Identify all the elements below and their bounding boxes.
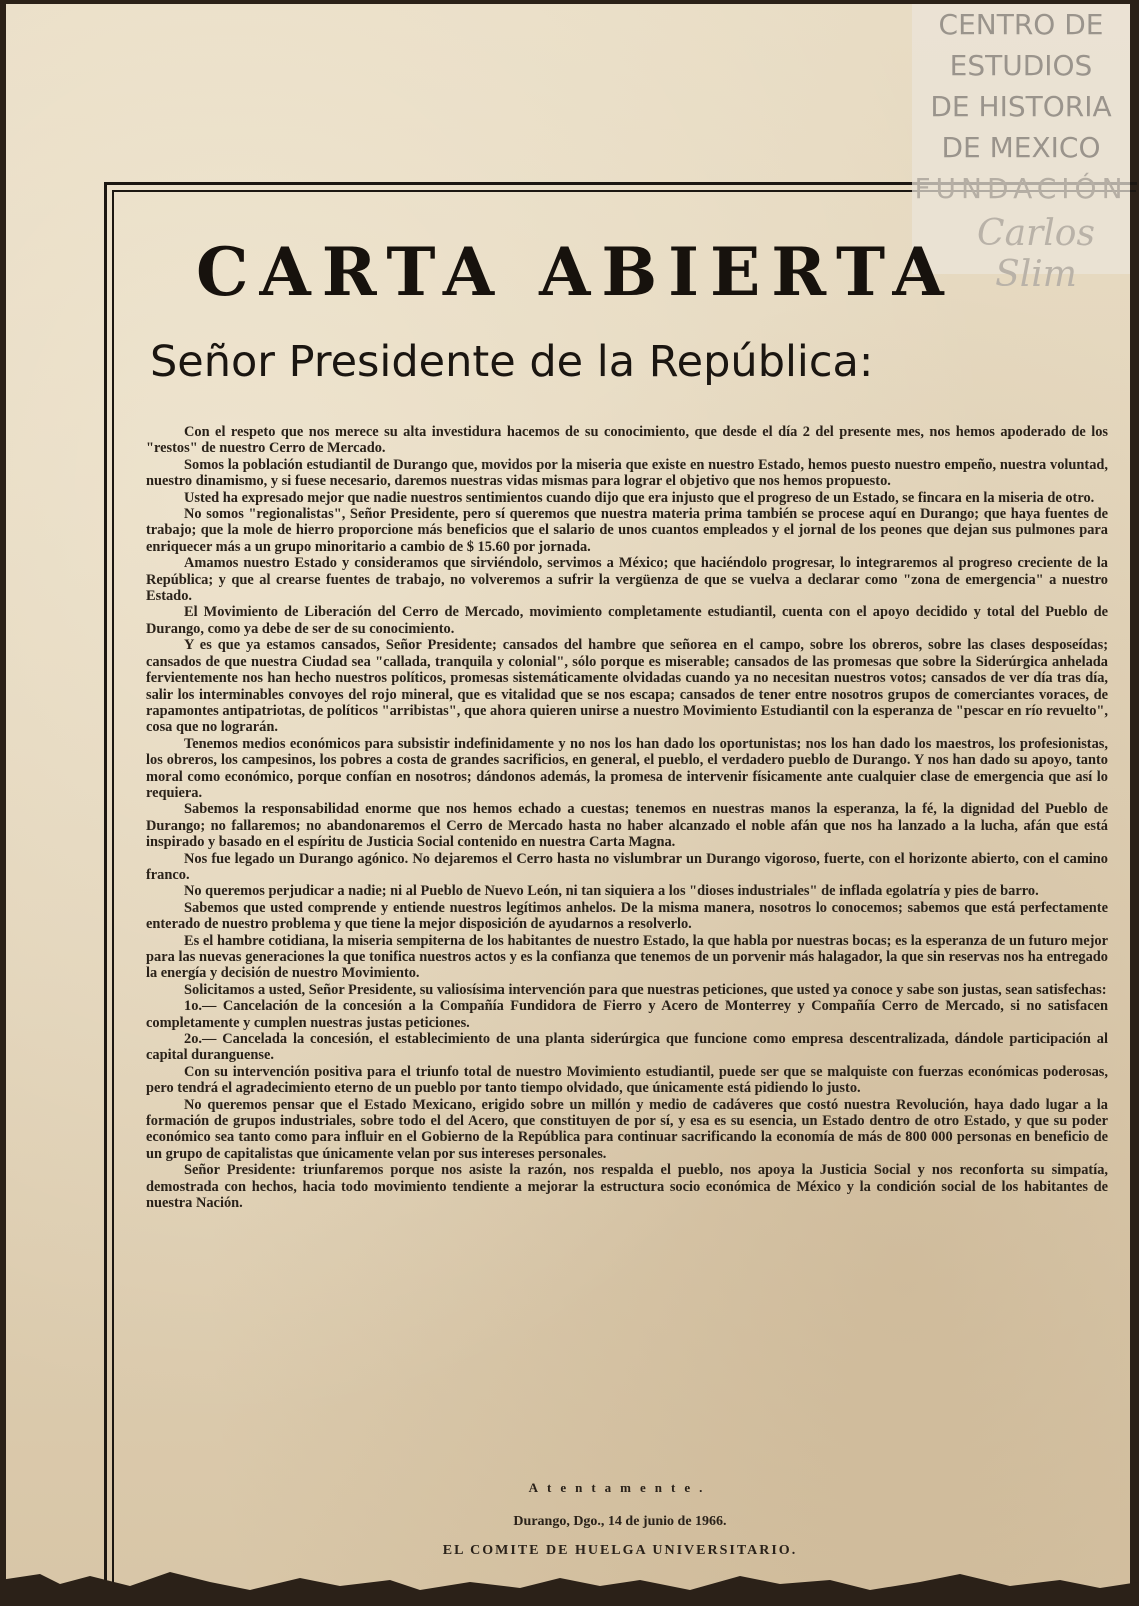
paragraph: El Movimiento de Liberación del Cerro de Mercado, movimiento completamente estudiantil, cuenta con el apoyo decidido y total del Pueblo de Durango, como ya debe de ser de su conocimiento. [146, 604, 1108, 637]
committee-signature: EL COMITE DE HUELGA UNIVERSITARIO. [442, 1543, 798, 1558]
paragraph: Nos fue legado un Durango agónico. No dejaremos el Cerro hasta no vislumbrar un Durango vigoroso, fuerte, con el horizonte abierto, con el camino franco. [146, 850, 1108, 883]
paragraph: Es el hambre cotidiana, la miseria sempiterna de los habitantes de nuestro Estado, la que habla por nuestras bocas; es la esperanza de un futuro mejor para las nuevas generaciones la que tonifica nuestros actos y es la confianza que tenemos de un porvenir más halagador, la que sin reservas nos ha entregado la energía y decisión de nuestro Movimiento. [146, 932, 1108, 982]
paragraph: Sabemos que usted comprende y entiende nuestros legítimos anhelos. De la misma manera, nosotros lo conocemos; sabemos que está perfectamente enterado de nuestro problema y que tiene la mejor disposición de ayudarnos a resolverlo. [146, 899, 1108, 933]
paragraph: Sabemos la responsabilidad enorme que nos hemos echado a cuestas; tenemos en nuestras manos la esperanza, la fé, la dignidad del Pueblo de Durango; no fallaremos; no abandonaremos el Cerro de Mercado hasta no haber alcanzado el noble afán que nos ha lanzado a la lucha, afán que está inspirado y basado en el espíritu de Justicia Social contenido en nuestra Carta Magna. [146, 801, 1108, 851]
stamp-line-4: DE MEXICO [941, 131, 1101, 164]
paragraph: No queremos pensar que el Estado Mexicano, erigido sobre un millón y medio de cadáveres que costó nuestra Revolución, haya dado lugar a la formación de grupos industriales, sobre todo el del Acero, que constituyen de por sí, y esa es su esencia, un Estado dentro de otro Estado, y que su poder económico sea tanto como para influir en el Gobierno de la República para continuar sacrificando la economía de más de 800 000 personas en beneficio de un grupo de capitalistas que únicamente velan por sus intereses personales. [146, 1096, 1108, 1162]
letter-body [146, 424, 1108, 1212]
paragraph: Y es que ya estamos cansados, Señor Presidente; cansados del hambre que señorea en el campo, sobre los obreros, sobre las clases desposeídas; cansados de que nuestra Ciudad sea "callada, tranquila y colonial", sólo porque es miserable; cansados de las promesas que sobre la Siderúrgica anhelada fervientemente nos han hecho nuestros políticos, promesas sistemáticamente olvidadas cuando ya no necesitan nuestros votos; cansados de ver día tras día, salir los interminables convoyes del rojo mineral, que es vitalidad que se nos escapa; cansados de tener entre nosotros grupos de comerciantes voraces, de rapamontes antipatriotas, de políticos "arribistas", que ahora quieren unirse a nuestro Movimiento Estudiantil con la esperanza de "pescar en río revuelto", cosa que no lograrán. [146, 637, 1108, 736]
paragraph: Con el respeto que nos merece su alta investidura hacemos de su conocimiento, que desde el día 2 del presente mes, nos hemos apoderado de los "restos" de nuestro Cerro de Mercado. [146, 424, 1108, 457]
stamp-line-2: ESTUDIOS [949, 49, 1093, 82]
paragraph: Señor Presidente: triunfaremos porque nos asiste la razón, nos respalda el pueblo, nos apoya la Justicia Social y nos reconforta su simpatía, demostrada con hechos, hacia todo movimiento tendiente a mejorar la estructura socio económica de México y la condición social de los habitantes de nuestra Nación. [146, 1162, 1108, 1212]
paragraph: Somos la población estudiantil de Durango que, movidos por la miseria que existe en nuestro Estado, hemos puesto nuestro empeño, nuestra voluntad, nuestro dinamismo, y si fuese necesario, daremos nuestras vidas mismas para lograr el objetivo que nos hemos propuesto. [146, 456, 1108, 490]
paragraph: Amamos nuestro Estado y consideramos que sirviéndolo, servimos a México; que haciéndolo progresar, lo integraremos al progreso creciente de la República; y que al crearse fuentes de trabajo, no volveremos a sufrir la vergüenza de que se vuelva a declarar como "zona de emergencia" a nuestro Estado. [146, 555, 1108, 605]
paragraph: Usted ha expresado mejor que nadie nuestros sentimientos cuando dijo que era injusto que el progreso de un Estado, se fincara en la miseria de otro. [184, 489, 1095, 506]
letter-salutation: Señor Presidente de la República: [150, 337, 874, 387]
stamp-line-1: CENTRO DE [938, 8, 1104, 41]
paragraph: Con su intervención positiva para el triunfo total de nuestro Movimiento estudiantil, puede ser que se malquiste con fuerzas económicas poderosas, pero tendrá el agradecimiento eterno de un pueblo por tanto tiempo olvidado, que únicamente está pidiendo lo justo. [146, 1063, 1108, 1097]
place-date: Durango, Dgo., 14 de junio de 1966. [513, 1514, 727, 1529]
valediction: Atentamente. [528, 1480, 712, 1495]
torn-bottom-edge [0, 1560, 1139, 1606]
paragraph: Solicitamos a usted, Señor Presidente, su valiosísima intervención para que nuestras peticiones, que usted ya conoce y sabe son justas, sean satisfechas: [184, 981, 1107, 998]
paragraph: Tenemos medios económicos para subsistir indefinidamente y no nos los han dado los oportunistas; nos los han dado los maestros, los profesionistas, los obreros, los campesinos, los pobres a costa de grandes sacrificios, en general, el pueblo, el verdadero pueblo de Durango. Y nos han dado su apoyo, tanto moral como económico, porque confían en nosotros; dándonos además, la promesa de intervenir físicamente ante cualquier clase de emergencia que así lo requiera. [146, 735, 1108, 801]
petition-item: 1o.— Cancelación de la concesión a la Compañía Fundidora de Fierro y Acero de Monterrey y Compañía Cerro de Mercado, si no satisfacen completamente y cumplen nuestras justas peticiones. [146, 998, 1108, 1031]
paragraph: No queremos perjudicar a nadie; ni al Pueblo de Nuevo León, ni tan siquiera a los "dioses industriales" de inflada egolatría y pies de barro. [184, 883, 1039, 900]
letter-title: CARTA ABIERTA [196, 233, 955, 311]
stamp-line-3: DE HISTORIA [930, 90, 1112, 123]
stamp-line-5: FUNDACIÓN [914, 172, 1128, 205]
letter-closing [380, 1480, 860, 1560]
stamp-signature: Carlos Slim [977, 213, 1095, 295]
petition-item: 2o.— Cancelada la concesión, el establecimiento de una planta siderúrgica que funcione como empresa descentralizada, dándole participación al capital duranguense. [146, 1031, 1108, 1064]
paragraph: No somos "regionalistas", Señor Presidente, pero sí queremos que nuestra materia prima también se procese aquí en Durango; que haya fuentes de trabajo; que la mole de hierro proporcione más beneficios que el salario de unos cuantos empleados y el jornal de los peones que dejan sus pulmones para enriquecer más a un grupo minoritario a cambio de $ 15.60 por jornada. [146, 506, 1108, 555]
